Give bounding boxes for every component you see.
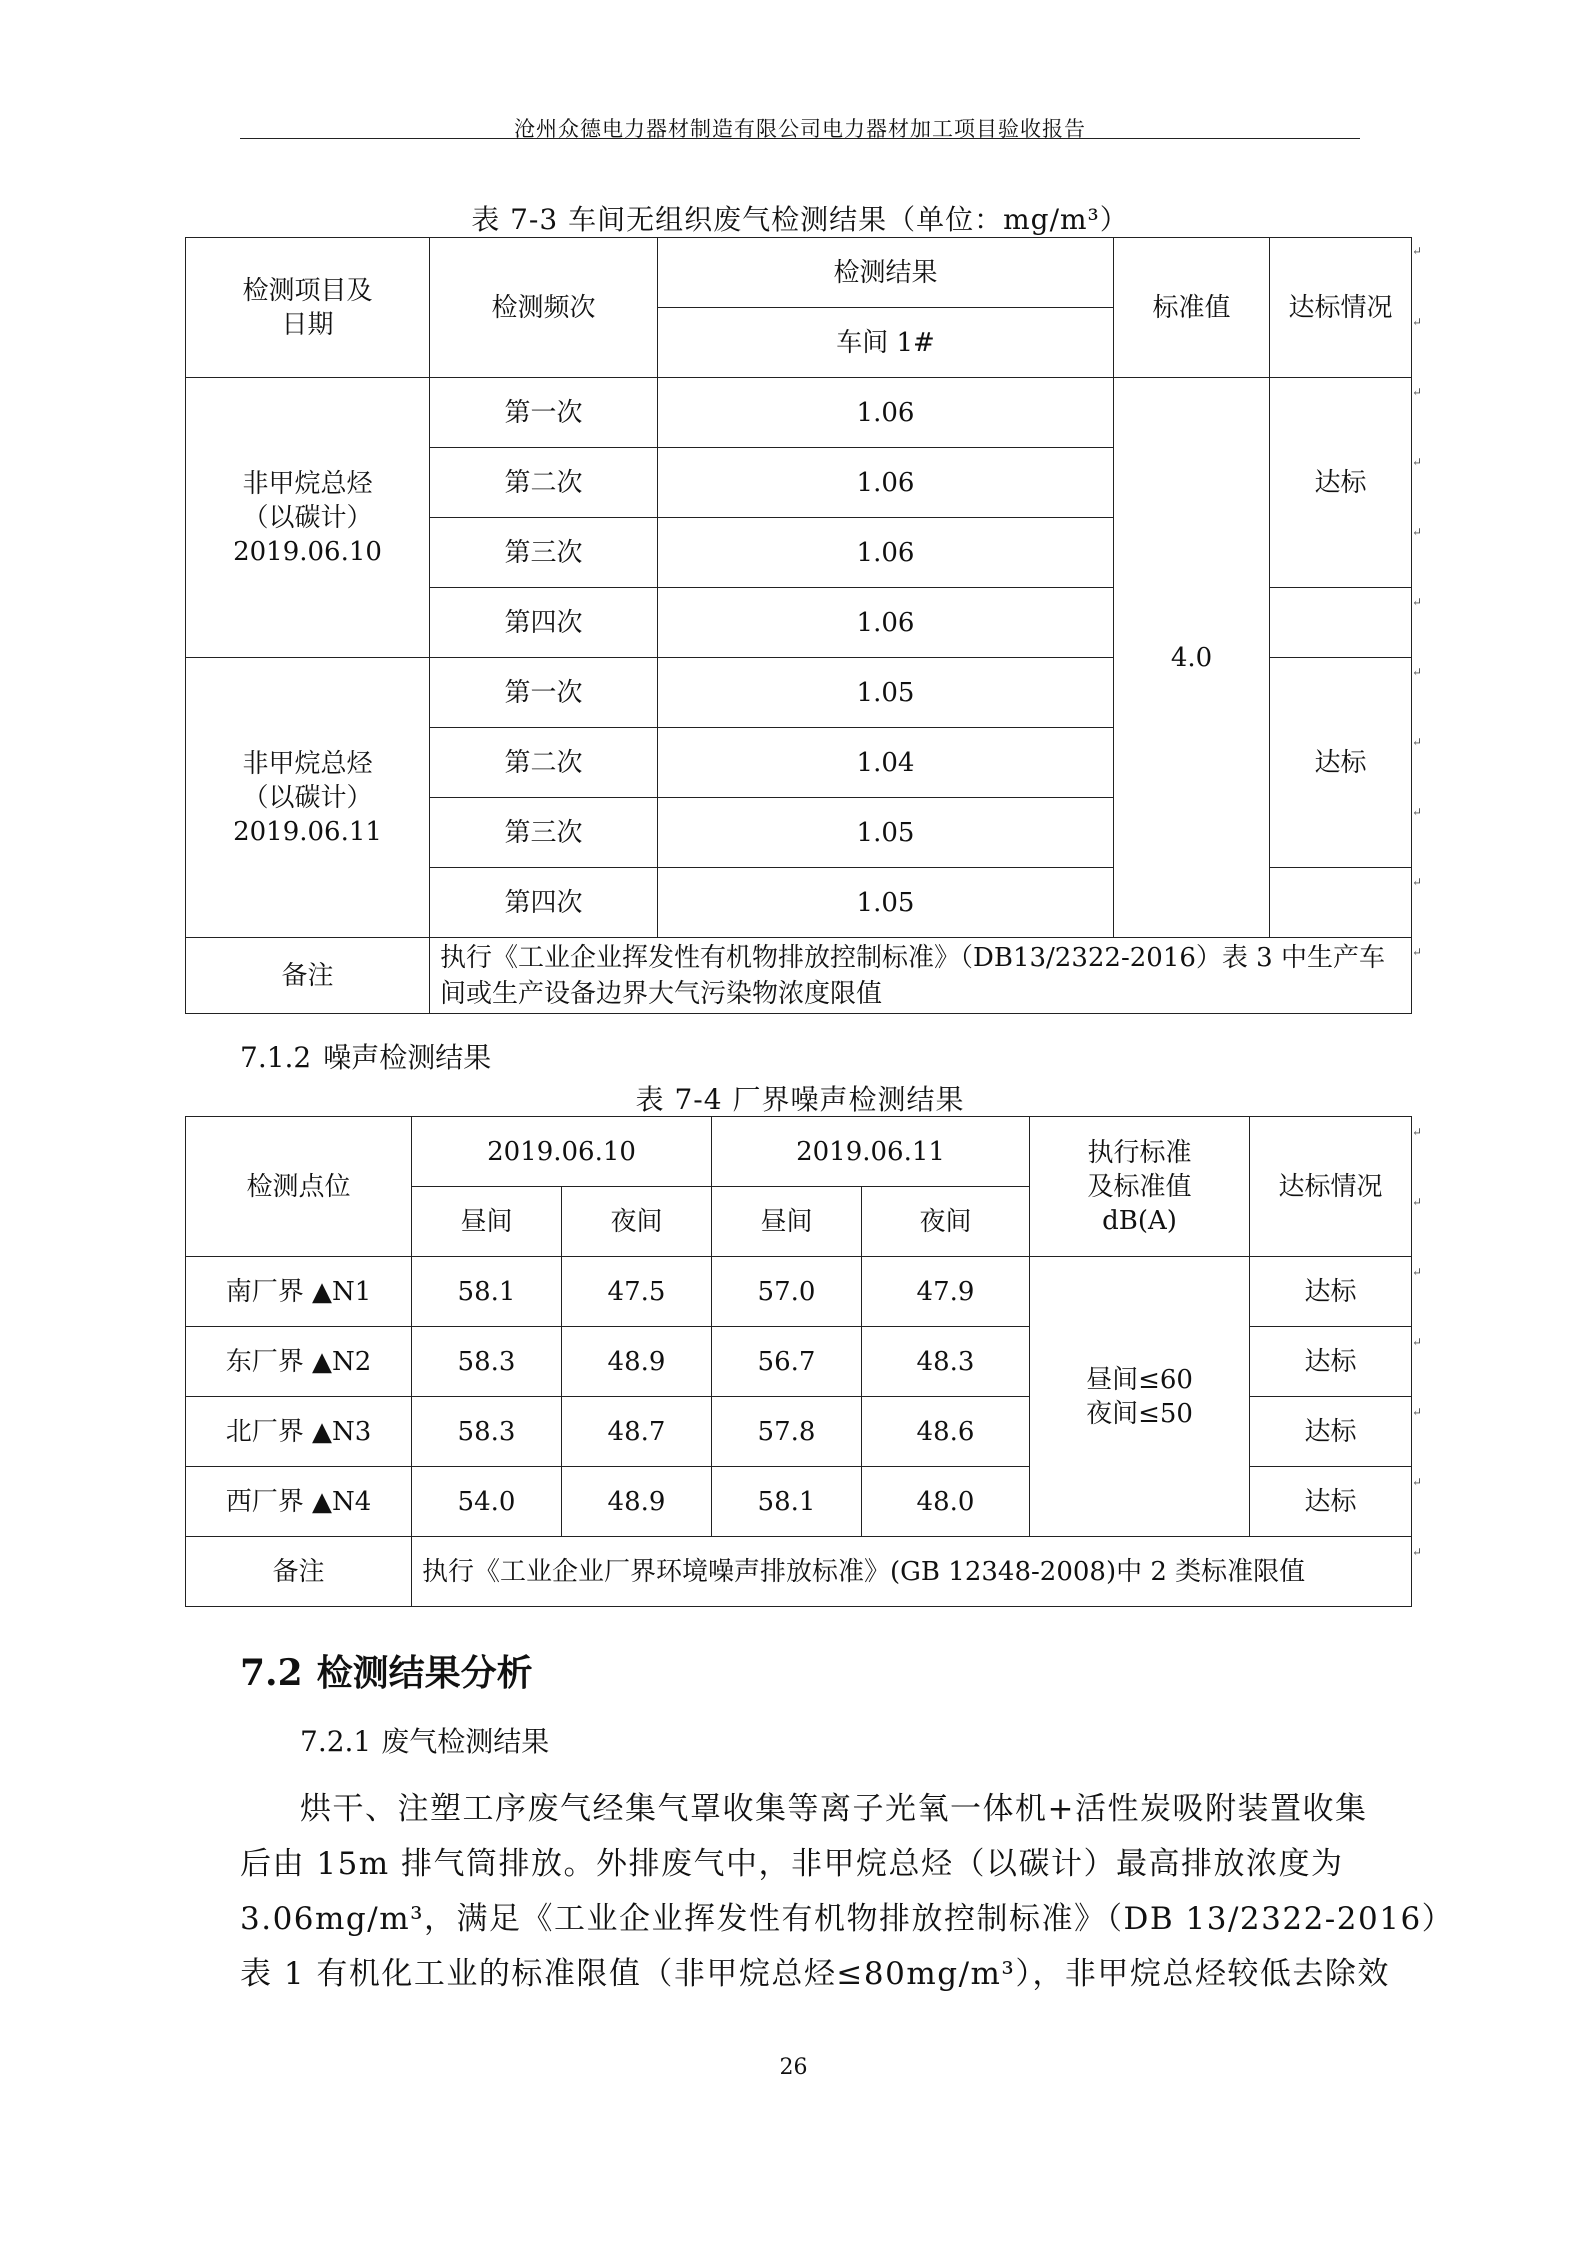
paragraph-mark-icon: ↵ xyxy=(1412,1405,1423,1419)
paragraph-mark-icon: ↵ xyxy=(1412,1195,1423,1209)
compliance-cell: 达标 xyxy=(1250,1257,1412,1327)
value-cell: 47.9 xyxy=(862,1257,1030,1327)
paragraph-mark-icon: ↵ xyxy=(1412,1545,1423,1559)
paragraph-mark-icon: ↵ xyxy=(1412,1125,1423,1139)
group2-compliance: 达标 xyxy=(1270,658,1412,868)
section-7-2-1-title: 废气检测结果 xyxy=(381,1725,550,1758)
standard-value-cell: 4.0 xyxy=(1114,378,1270,938)
header-night: 夜间 xyxy=(562,1187,712,1257)
group2-label-line1: 非甲烷总烃 xyxy=(242,748,373,779)
table1-caption: 表 7-3 车间无组织废气检测结果（单位：mg/m³） xyxy=(471,203,1129,236)
section-7-1-2 xyxy=(240,1036,491,1076)
header-workshop: 车间 1# xyxy=(658,308,1114,378)
section-7-2 xyxy=(240,1645,533,1696)
group1-label xyxy=(186,378,430,658)
freq-cell: 第二次 xyxy=(430,728,658,798)
value-cell: 1.06 xyxy=(658,588,1114,658)
freq-cell: 第三次 xyxy=(430,798,658,868)
value-cell: 48.3 xyxy=(862,1327,1030,1397)
header-day: 昼间 xyxy=(712,1187,862,1257)
header-day: 昼间 xyxy=(412,1187,562,1257)
paragraph-mark-icon: ↵ xyxy=(1412,665,1423,679)
header-night: 夜间 xyxy=(862,1187,1030,1257)
value-cell: 58.3 xyxy=(412,1397,562,1467)
group1-label-line1: 非甲烷总烃 xyxy=(242,468,373,499)
point-cell: 东厂界 ▲N2 xyxy=(186,1327,412,1397)
value-cell: 48.7 xyxy=(562,1397,712,1467)
table1-note-text: 执行《工业企业挥发性有机物排放控制标准》（DB13/2322-2016）表 3 中生产车间或生产设备边界大气污染物浓度限值 xyxy=(430,938,1412,1014)
group2-label-line2: （以碳计） xyxy=(242,782,373,813)
value-cell: 54.0 xyxy=(412,1467,562,1537)
header-frequency: 检测频次 xyxy=(430,238,658,378)
group1-label-line3: 2019.06.10 xyxy=(233,536,382,567)
value-cell: 58.3 xyxy=(412,1327,562,1397)
compliance-cell: 达标 xyxy=(1250,1397,1412,1467)
group2-label xyxy=(186,658,430,938)
section-7-2-1-number: 7.2.1 xyxy=(300,1725,372,1758)
value-cell: 47.5 xyxy=(562,1257,712,1327)
header-standard xyxy=(1030,1117,1250,1257)
value-cell: 57.8 xyxy=(712,1397,862,1467)
header-date2: 2019.06.11 xyxy=(712,1117,1030,1187)
paragraph-mark-icon: ↵ xyxy=(1412,735,1423,749)
table-7-4 xyxy=(185,1116,1412,1607)
value-cell: 48.0 xyxy=(862,1467,1030,1537)
value-cell: 1.06 xyxy=(658,378,1114,448)
paragraph-mark-icon: ↵ xyxy=(1412,875,1423,889)
empty-compliance-cell xyxy=(1270,868,1412,938)
section-7-1-2-title: 噪声检测结果 xyxy=(323,1041,492,1074)
table2-note-text: 执行《工业企业厂界环境噪声排放标准》(GB 12348-2008)中 2 类标准限值 xyxy=(412,1537,1412,1607)
header-date1: 2019.06.10 xyxy=(412,1117,712,1187)
paragraph-line: 3.06mg/m³，满足《工业企业挥发性有机物排放控制标准》（DB 13/2322-2016） xyxy=(240,1901,1455,1937)
paragraph-mark-icon: ↵ xyxy=(1412,595,1423,609)
header-point: 检测点位 xyxy=(186,1117,412,1257)
paragraph-mark-icon: ↵ xyxy=(1412,945,1423,959)
paragraph-mark-icon: ↵ xyxy=(1412,1265,1423,1279)
point-cell: 南厂界 ▲N1 xyxy=(186,1257,412,1327)
value-cell: 1.06 xyxy=(658,518,1114,588)
paragraph-line: 烘干、注塑工序废气经集气罩收集等离子光氧一体机+活性炭吸附装置收集 xyxy=(300,1791,1368,1827)
paragraph-mark-icon: ↵ xyxy=(1412,455,1423,469)
noise-standard-day: 昼间≤60 xyxy=(1086,1364,1193,1395)
header-item-date xyxy=(186,238,430,378)
paragraph-mark-icon: ↵ xyxy=(1412,244,1423,258)
section-7-2-1 xyxy=(300,1720,549,1760)
value-cell: 1.05 xyxy=(658,798,1114,868)
header-standard-line3: dB(A) xyxy=(1102,1205,1177,1236)
value-cell: 58.1 xyxy=(712,1467,862,1537)
compliance-cell: 达标 xyxy=(1250,1467,1412,1537)
page-number: 26 xyxy=(779,2055,808,2080)
section-7-2-title: 检测结果分析 xyxy=(316,1653,533,1694)
value-cell: 58.1 xyxy=(412,1257,562,1327)
paragraph-mark-icon: ↵ xyxy=(1412,385,1423,399)
paragraph-line: 表 1 有机化工业的标准限值（非甲烷总烃≤80mg/m³），非甲烷总烃较低去除效 xyxy=(240,1956,1390,1992)
value-cell: 48.9 xyxy=(562,1327,712,1397)
table1-note-label: 备注 xyxy=(186,938,430,1014)
header-item-date-line2: 日期 xyxy=(281,309,334,340)
header-standard-line2: 及标准值 xyxy=(1087,1171,1192,1202)
freq-cell: 第一次 xyxy=(430,658,658,728)
value-cell: 1.05 xyxy=(658,658,1114,728)
point-cell: 西厂界 ▲N4 xyxy=(186,1467,412,1537)
point-cell: 北厂界 ▲N3 xyxy=(186,1397,412,1467)
header-rule xyxy=(240,138,1360,139)
value-cell: 1.05 xyxy=(658,868,1114,938)
noise-standard-night: 夜间≤50 xyxy=(1086,1398,1193,1429)
header-result: 检测结果 xyxy=(658,238,1114,308)
value-cell: 1.04 xyxy=(658,728,1114,798)
value-cell: 57.0 xyxy=(712,1257,862,1327)
header-standard: 标准值 xyxy=(1114,238,1270,378)
header-compliance: 达标情况 xyxy=(1270,238,1412,378)
value-cell: 48.9 xyxy=(562,1467,712,1537)
group1-compliance: 达标 xyxy=(1270,378,1412,588)
freq-cell: 第三次 xyxy=(430,518,658,588)
paragraph-mark-icon: ↵ xyxy=(1412,1335,1423,1349)
freq-cell: 第四次 xyxy=(430,868,658,938)
header-standard-line1: 执行标准 xyxy=(1087,1137,1192,1168)
value-cell: 48.6 xyxy=(862,1397,1030,1467)
group1-label-line2: （以碳计） xyxy=(242,502,373,533)
paragraph-mark-icon: ↵ xyxy=(1412,315,1423,329)
table-7-3 xyxy=(185,237,1412,1014)
freq-cell: 第二次 xyxy=(430,448,658,518)
table2-note-label: 备注 xyxy=(186,1537,412,1607)
value-cell: 56.7 xyxy=(712,1327,862,1397)
noise-standard-value xyxy=(1030,1257,1250,1537)
paragraph-mark-icon: ↵ xyxy=(1412,525,1423,539)
group2-label-line3: 2019.06.11 xyxy=(233,816,382,847)
empty-compliance-cell xyxy=(1270,588,1412,658)
section-7-1-2-number: 7.1.2 xyxy=(240,1041,312,1074)
paragraph-mark-icon: ↵ xyxy=(1412,1475,1423,1489)
header-item-date-line1: 检测项目及 xyxy=(242,275,373,306)
value-cell: 1.06 xyxy=(658,448,1114,518)
section-7-2-number: 7.2 xyxy=(240,1652,303,1694)
freq-cell: 第一次 xyxy=(430,378,658,448)
compliance-cell: 达标 xyxy=(1250,1327,1412,1397)
freq-cell: 第四次 xyxy=(430,588,658,658)
paragraph-mark-icon: ↵ xyxy=(1412,805,1423,819)
table2-caption: 表 7-4 厂界噪声检测结果 xyxy=(635,1083,965,1116)
header-compliance: 达标情况 xyxy=(1250,1117,1412,1257)
paragraph-line: 后由 15m 排气筒排放。外排废气中，非甲烷总烃（以碳计）最高排放浓度为 xyxy=(240,1846,1344,1882)
running-header: 沧州众德电力器材制造有限公司电力器材加工项目验收报告 xyxy=(514,117,1086,141)
